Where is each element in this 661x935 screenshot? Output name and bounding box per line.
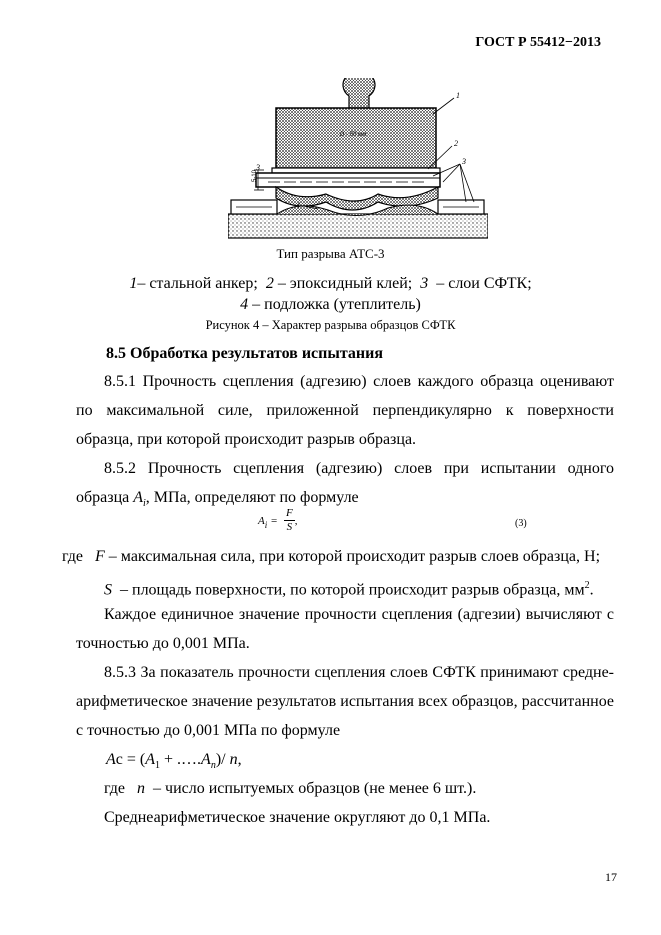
where-n-prefix: где [104,780,126,797]
p852-sub-i: i [143,498,146,510]
diameter-label: D - 50 мм [340,132,367,138]
callout-1: 1 [456,91,460,100]
formula-fraction [284,507,295,534]
insulation-substrate [228,214,488,238]
steel-anchor [276,108,436,168]
callout-4: 4 [296,201,300,210]
callout-2: 2 [454,139,458,148]
legend-text-2: – эпоксидный клей; [277,275,413,292]
formula-denominator: S [286,521,293,533]
p852-var-a: A [133,489,144,506]
legend-num-4: 4 [240,296,249,313]
where-f-line [62,542,600,571]
hook-shape [343,78,375,108]
formula-3 [258,507,297,534]
formula-sub-i: i [264,519,268,530]
p852-text: 8.5.2 Прочность сцепления (адгезию) слоев при испытании одного образца [76,460,614,506]
paragraph-8-5-2 [76,454,614,518]
callout-3-left: 3 [256,163,260,172]
where-s-text: – площадь поверхности, по которой происходит разрыв образца, мм [120,581,585,599]
where-s-sup: 2 [584,580,590,591]
where-f-var: F [95,548,105,565]
mean-sub-n: n [210,760,216,772]
mean-c: с = ( [115,751,146,768]
mean-a: A [106,751,116,768]
mean-a1: A [145,751,156,768]
mean-end: , [237,751,242,768]
where-s-end: . [589,581,594,599]
mean-n: n [229,751,238,768]
mean-close: )/ [215,751,226,768]
figure-caption: Тип разрыва АТС-3 [276,246,385,261]
mean-mid: + .…. [160,751,202,768]
paragraph-rounding: Среднеарифметическое значение округляют до 0,1 МПа. [104,809,491,826]
paragraph-8-5-1: 8.5.1 Прочность сцепления (адгезию) слоев каждого образца оценивают по максимальной силе, приложенной перпендикулярно к поверхности образца, при которой происходит разрыв образца. [76,373,614,448]
section-heading: 8.5 Обработка результатов испытания [106,345,383,362]
where-n-var: n [137,780,146,797]
where-n-text: – число испытуемых образцов (не менее 6 шт.). [153,780,477,797]
page-number: 17 [605,870,617,884]
paragraph-8-5-3: 8.5.3 За показатель прочности сцепления слоев СФТК принимают средне-арифметическое значение результатов испытания всех образцов, рассчитанное с точностью до 0,001 МПа по формуле [76,664,614,739]
legend-num-2: 2 [265,275,274,292]
where-s-var: S [104,581,112,599]
thickness-label: 5-10 [252,169,258,182]
legend-line-2 [0,296,661,314]
formula-numerator: F [285,507,293,519]
document-header: ГОСТ Р 55412−2013 [475,35,601,50]
legend-text-3: – слои СФТК; [436,275,532,292]
formula-a: A [258,514,265,527]
where-n-line [104,774,476,803]
figure-title: Рисунок 4 – Характер разрыва образцов СФТК [205,318,456,332]
legend-num-1: 1 [129,275,138,292]
where-f-text: – максимальная сила, при которой происходит разрыв слоев образца, Н; [108,548,601,565]
legend-text-4: – подложка (утеплитель) [252,296,421,313]
equation-number: (3) [515,518,527,529]
p852-after: , МПа, определяют по формуле [145,489,359,506]
legend-num-3: 3 [420,275,429,292]
where-f-prefix: где [62,548,84,565]
mean-an: A [201,751,211,768]
specimen-rupture-diagram [228,78,488,243]
legend-line-1 [0,275,661,293]
sftk-layers [256,173,440,187]
mean-sub-1: 1 [155,760,161,772]
paragraph-each-value: Каждое единичное значение прочности сцепления (адгезии) вычисляют с точностью до 0,001 МПа. [76,606,614,652]
rupture-drawing [228,78,488,243]
legend-text-1: – стальной анкер; [137,275,258,292]
formula-eq: = [271,514,278,527]
callout-3-right: 3 [462,157,466,166]
formula-comma: , [294,514,298,527]
